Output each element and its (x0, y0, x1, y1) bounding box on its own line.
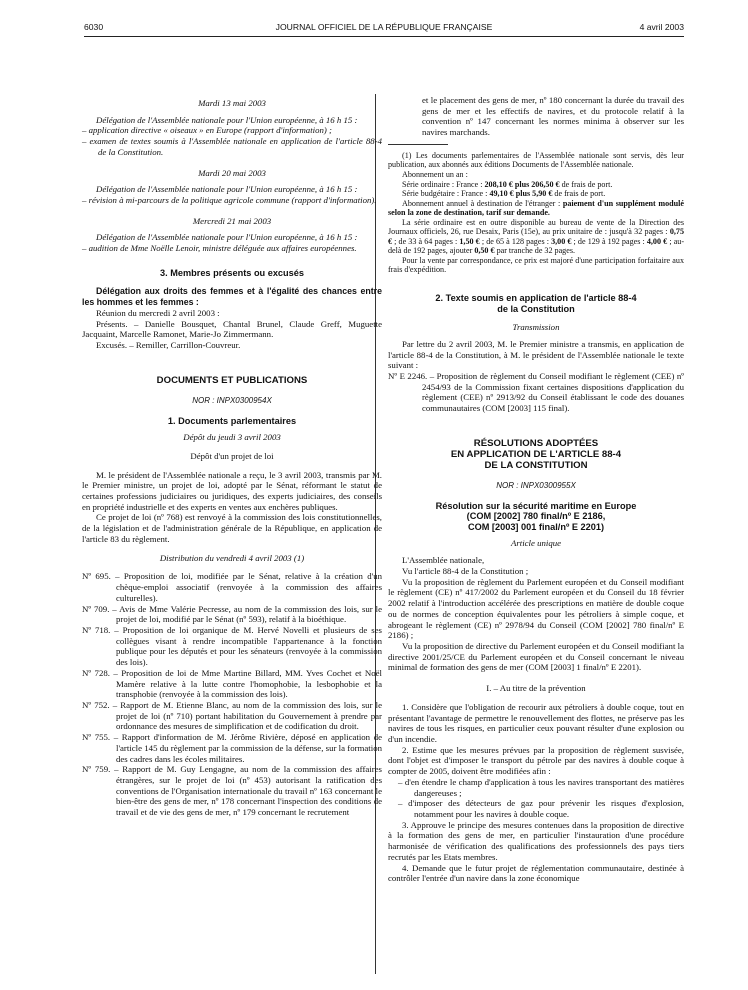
delegation-heading: Délégation aux droits des femmes et à l'égalité des chances entre les hommes et les femmes : (82, 286, 382, 308)
resolutions-title: DE LA CONSTITUTION (484, 459, 588, 471)
paragraph: M. le président de l'Assemblée nationale a reçu, le 3 avril 2003, transmis par M. le Premier ministre, un projet de loi, adopté par le Sénat, réformant le statut de certaines professions judiciaires ou juridiques, des experts judiciaires, des conseils en propriété industrielle et des experts en ventes aux enchères publiques. (82, 469, 382, 512)
date-heading: Mardi 13 mai 2003 (198, 98, 266, 108)
section-title: 2. Texte soumis en application de l'article 88-4 (435, 292, 637, 303)
paragraph: Par lettre du 2 avril 2003, M. le Premier ministre a transmis, en application de l'article 88-4 de la Constitution, à M. le président de l'Assemblée nationale le texte suivant : (388, 338, 684, 371)
resolutions-title: EN APPLICATION DE L'ARTICLE 88-4 (450, 448, 622, 460)
footnote-text: La série ordinaire est en outre disponible au bureau de vente de la Direction des Journaux officiels, 26, rue Desaix, Paris (15e), au prix unitaire de : jusqu'à 32 pages : 0,75 € ; de 33 à 64 pages : 1,50 € ; de 65 à 128 pages : 3,00 € ; de 129 à 192 pages : 4,00 € ; au-delà de 192 pages, ajouter 0,50 € par tranche de 32 pages. (388, 217, 685, 256)
date-heading: Mardi 20 mai 2003 (198, 167, 266, 178)
journal-title: JOURNAL OFFICIEL DE LA RÉPUBLIQUE FRANÇAISE (275, 22, 493, 32)
delegation-line: Délégation de l'Assemblée nationale pour l'Union européenne, à 16 h 15 : (96, 114, 358, 125)
resolution-item: – d'imposer des détecteurs de gaz pour prévenir les risques d'explosion, notamment pour les navires à double coque. (398, 798, 684, 819)
document-item: Nº 759. – Rapport de M. Guy Lengagne, au nom de la commission des affaires étrangères, sur le projet de loi (nº 453) autorisant la ratification des conventions de l'Organisation internationale du travail nº 163 concernant le bien-être des gens de mer, nº 178 concernant l'inspection des conditions de travail et de vie des gens de mer, nº 179 concernant le recrutement (82, 764, 382, 818)
footnote-text: Pour la vente par correspondance, ce prix est majoré d'une participation forfaitaire aux frais d'expédition. (388, 255, 684, 275)
paragraph: Vu la proposition de règlement du Parlement européen et du Conseil modifiant le règlement (CE) nº 417/2002 du Parlement européen et du Conseil du 18 février 2002 relatif à l'introduction accélérée des prescriptions en matière de double coque ou de normes de conception équivalentes pour les pétroliers à simple coque, et abrogeant le règlement (CE) nº 2978/94 du Conseil (COM [2002] 780 final/nº E 2186) ; (388, 576, 684, 641)
nor-reference: NOR : INPX0300955X (496, 480, 576, 490)
issue-date: 4 avril 2003 (639, 22, 684, 32)
section-title: 1. Documents parlementaires (167, 415, 297, 426)
paragraph: Vu la proposition de directive du Parlement européen et du Conseil modifiant la directive 2001/25/CE du Parlement européen et du Conseil concernant le niveau minimal de formation des gens de mer (COM [2003] 1 final/nº E 2201). (388, 640, 684, 673)
right-column (388, 95, 684, 884)
section-title: de la Constitution (497, 303, 575, 314)
resolutions-title: RÉSOLUTIONS ADOPTÉES (473, 437, 599, 449)
footnote-text: Abonnement annuel à destination de l'étranger : paiement d'un supplément modulé selon la zone de destination, tarif sur demande. (388, 198, 684, 218)
paragraph: 4. Demande que le futur projet de réglementation communautaire, destinée à contrôler l'entrée d'un navire dans la zone économique (388, 862, 684, 884)
nor-reference: NOR : INPX0300954X (192, 395, 272, 405)
reunion-line: Réunion du mercredi 2 avril 2003 : (96, 307, 220, 318)
agenda-item: – révision à mi-parcours de la politique agricole commune (rapport d'information). (82, 195, 377, 206)
document-item: Nº 695. – Proposition de loi, modifiée par le Sénat, relative à la création d'un chèque-emploi associatif (renvoyée à la commission des affaires culturelles). (82, 571, 382, 603)
documents-title: DOCUMENTS ET PUBLICATIONS (156, 374, 308, 386)
paragraph: 1. Considère que l'obligation de recourir aux pétroliers à double coque, tout en présentant l'avantage de permettre le renouvellement des flottes, ne préserve pas les navires de tous les risques, en particulier ceux pouvant résulter d'une explosion ou d'un incendie. (388, 701, 684, 744)
resolution-item: – d'en étendre le champ d'application à tous les navires transportant des matières dangereuses ; (398, 776, 684, 798)
delegation-line: Délégation de l'Assemblée nationale pour l'Union européenne, à 16 h 15 : (96, 184, 358, 195)
section-title: 3. Membres présents ou excusés (159, 267, 304, 278)
agenda-item: – audition de Mme Noëlle Lenoir, ministre déléguée aux affaires européennes. (82, 243, 357, 254)
depot-heading: Dépôt du jeudi 3 avril 2003 (183, 432, 281, 443)
page-header (84, 20, 684, 37)
document-item: Nº 752. – Rapport de M. Etienne Blanc, au nom de la commission des lois, sur le projet de loi (nº 710) portant habilitation du Gouvernement à prendre par ordonnance des mesures de simplification et de codification du droit. (82, 699, 382, 732)
resolution-subtitle: COM [2003] 001 final/nº E 2201) (467, 521, 605, 532)
document-item: Nº E 2246. – Proposition de règlement du Conseil modifiant le règlement (CEE) nº 2454/93 de la Commission fixant certaines dispositions d'application du règlement (CEE) nº 2913/92 du Conseil établissant le code des douanes communautaires (COM [2003] 115 final). (388, 371, 684, 414)
depot-subheading: Dépôt d'un projet de loi (190, 450, 274, 461)
excuses-line: Excusés. – Remiller, Carrillon-Couvreur. (96, 340, 241, 351)
article-heading: Article unique (510, 538, 562, 549)
paragraph: Vu l'article 88-4 de la Constitution ; (402, 565, 529, 576)
continued-item: et le placement des gens de mer, nº 180 concernant la durée du travail des gens de mer et les effectifs de navires, et du protocole relatif à la convention nº 147 concernant les normes minima à observer sur les navires marchands. (422, 95, 684, 138)
footnote-price-line: Série budgétaire : France : 49,10 € plus 5,90 € de frais de port. (402, 189, 606, 199)
paragraph: 2. Estime que les mesures prévues par la proposition de règlement susvisée, dont l'objet est d'imposer le transport du pétrole par des navires à double coque à compter de 2005, doivent être modifiées afin : (388, 744, 684, 777)
footnote-rule (388, 144, 448, 145)
agenda-item: – examen de textes soumis à l'Assemblée nationale en application de l'article 88-4 de la Constitution. (82, 136, 382, 157)
document-item: Nº 755. – Rapport d'information de M. Jérôme Rivière, déposé en application de l'article 145 du règlement par la commission de la défense, sur la formation des cadres dans les écoles militaires. (82, 732, 382, 764)
footnote-text: (1) Les documents parlementaires de l'Assemblée nationale sont servis, dès leur publication, aux abonnés aux éditions Documents de l'Assemblée nationale. (388, 150, 684, 170)
presents-line: Présents. – Danielle Bousquet, Chantal Brunel, Claude Greff, Muguette Jacquaint, Marcelle Ramonet, Marie-Jo Zimmermann. (82, 318, 382, 340)
subsection-heading: I. – Au titre de la prévention (486, 683, 586, 694)
document-item: Nº 728. – Proposition de loi de Mme Martine Billard, MM. Yves Cochet et Noël Mamère relative à la lutte contre l'homophobie, la lesbophobie et la transphobie (renvoyée à la commission des lois). (82, 667, 382, 700)
agenda-item: – application directive « oiseaux » en Europe (rapport d'information) ; (82, 125, 332, 136)
document-item: Nº 718. – Proposition de loi organique de M. Hervé Novelli et plusieurs de ses collègues visant à rendre incompatible l'appartenance à la fonction publique pour les députés et pour les sénateurs (renvoyée à la commission des lois). (82, 624, 382, 668)
paragraph: Ce projet de loi (nº 768) est renvoyé à la commission des lois constitutionnelles, de la législation et de l'administration générale de la République, en application de l'article 83 du règlement. (82, 512, 382, 544)
resolution-subtitle: (COM [2002] 780 final/nº E 2186, (466, 511, 606, 522)
footnote-price-line: Série ordinaire : France : 208,10 € plus 206,50 € de frais de port. (402, 179, 613, 189)
paragraph: 3. Approuve le principe des mesures contenues dans la proposition de directive à la formation des gens de mer, en particulier l'instauration d'une procédure harmonisée de vérification des qualifications des professionnels des pays tiers recrutés par les Etats membres. (388, 819, 684, 862)
transmission-heading: Transmission (512, 322, 560, 333)
date-heading: Mercredi 21 mai 2003 (192, 215, 272, 226)
distribution-heading: Distribution du vendredi 4 avril 2003 (1) (159, 552, 305, 563)
page-number: 6030 (84, 22, 104, 32)
resolution-subtitle: Résolution sur la sécurité maritime en Europe (435, 500, 637, 511)
delegation-line: Délégation de l'Assemblée nationale pour l'Union européenne, à 16 h 15 : (96, 232, 358, 243)
document-item: Nº 709. – Avis de Mme Valérie Pecresse, au nom de la commission des lois, sur le projet de loi, modifié par le Sénat (nº 593), relatif à la bioéthique. (82, 603, 382, 625)
paragraph: L'Assemblée nationale, (402, 555, 485, 566)
left-column (82, 98, 382, 818)
footnote-text: Abonnement un an : (402, 169, 468, 179)
footnote-block (388, 151, 684, 275)
